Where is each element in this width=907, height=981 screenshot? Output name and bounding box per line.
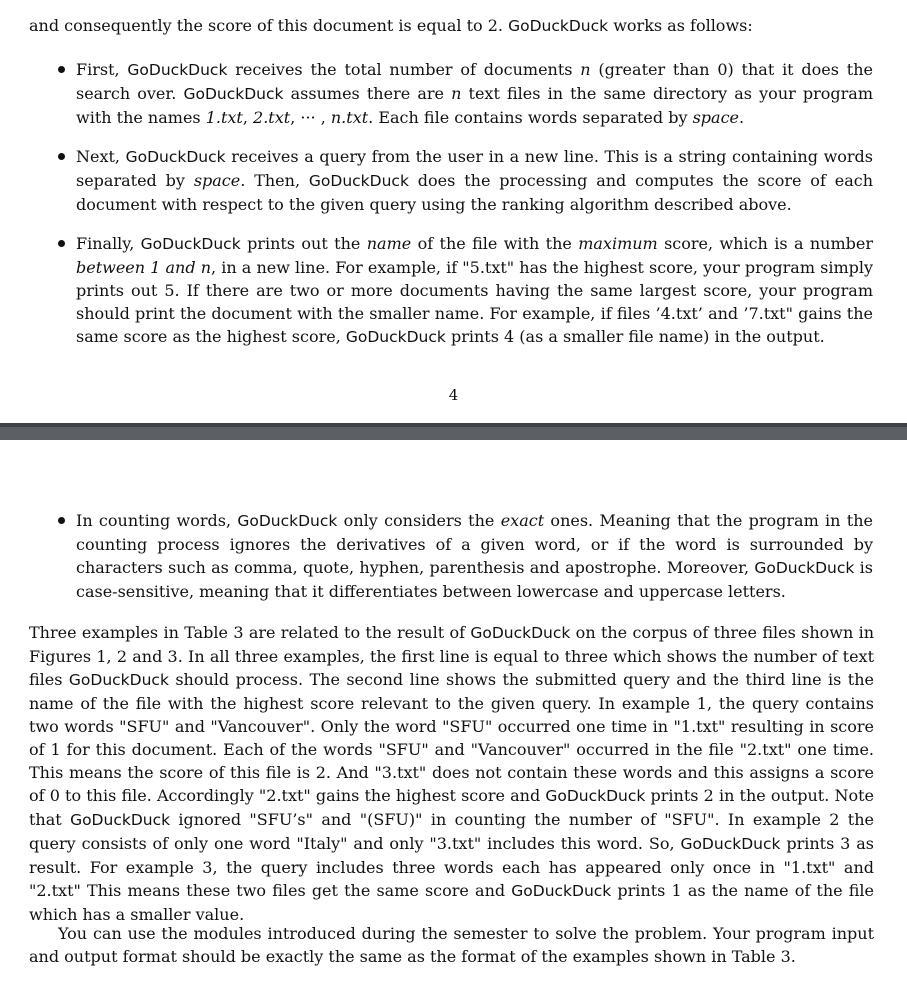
brand-name: GoDuckDuck	[308, 172, 409, 190]
brand-name: GoDuckDuck	[511, 882, 612, 900]
lead-paragraph: and consequently the score of this document is equal to 2. GoDuckDuck works as follows:	[29, 16, 753, 35]
bullet-icon	[58, 66, 65, 73]
brand-name: GoDuckDuck	[345, 328, 446, 346]
page-top	[0, 0, 907, 423]
brand-name: GoDuckDuck	[754, 559, 855, 577]
brand-name: GoDuckDuck	[125, 148, 226, 166]
brand-name: GoDuckDuck	[680, 835, 781, 853]
brand-name: GoDuckDuck	[70, 811, 171, 829]
brand-name: GoDuckDuck	[68, 671, 169, 689]
page-divider	[0, 423, 907, 440]
bullet-icon	[58, 153, 65, 160]
examples-paragraph: Three examples in Table 3 are related to the result of GoDuckDuck on the corpus of three files shown in Figures 1, 2 and 3. In all three examples, the first line is equal to three which shows the number of text files GoDuckDuck should process. The second line shows the submitted query and the third line is the name of the file with the highest score relevant to the given query. In example 1, the query contains two words "SFU" and "Vancouver". Only the word "SFU" occurred one time in "1.txt" resulting in score of 1 for this document. Each of the words "SFU" and "Vancouver" occurred in the file "2.txt" one time. This means the score of this file is 2. And "3.txt" does not contain these words and this assigns a score of 0 to this file. Accordingly "2.txt" gains the highest score and GoDuckDuck prints 2 in the output. Note that GoDuckDuck ignored "SFU’s" and "(SFU)" in counting the number of "SFU". In example 2 the query consists of only one word "Italy" and only "3.txt" includes this word. So, GoDuckDuck prints 3 as result. For example 3, the query includes three words each has appeared only once in "1.txt" and "2.txt" This means these two files get the same score and GoDuckDuck prints 1 as the name of the file which has a smaller value.	[29, 623, 875, 924]
brand-name: GoDuckDuck	[127, 61, 228, 79]
bullet-item-finally: Finally, GoDuckDuck prints out the name of the file with the maximum score, which is a number between 1 and n, in a new line. For example, if "5.txt" has the highest score, your program simply prints out 5. If there are two or more documents having the same largest score, your program should print the document with the smaller name. For example, if files ’4.txt’ and ’7.txt" gains the same score as the highest score, GoDuckDuck prints 4 (as a smaller file name) in the output.	[0, 232, 873, 349]
bullet-list	[0, 509, 907, 603]
bullet-item-next: Next, GoDuckDuck receives a query from the user in a new line. This is a string containing words separated by space. Then, GoDuckDuck does the processing and computes the score of each document with respect to the given query using the ranking algorithm described above.	[0, 145, 873, 216]
bullet-icon	[58, 240, 65, 247]
bullet-item-first: First, GoDuckDuck receives the total number of documents n (greater than 0) that it does the search over. GoDuckDuck assumes there are n text files in the same directory as your program with the names 1.txt, 2.txt, ··· , n.txt. Each file contains words separated by space.	[0, 58, 873, 129]
brand-name: GoDuckDuck	[183, 85, 284, 103]
page-number: 4	[448, 386, 459, 404]
brand-name: GoDuckDuck	[237, 512, 338, 530]
bullet-list	[0, 58, 907, 365]
brand-name: GoDuckDuck	[140, 235, 241, 253]
brand-name: GoDuckDuck	[545, 787, 646, 805]
modules-paragraph: You can use the modules introduced during the semester to solve the problem. Your program input and output format should be exactly the same as the format of the examples shown in Table 3.	[29, 924, 874, 966]
page-bottom	[0, 440, 907, 981]
bullet-icon	[58, 517, 65, 524]
bullet-item-counting: In counting words, GoDuckDuck only considers the exact ones. Meaning that the program in the counting process ignores the derivatives of a given word, or if the word is surrounded by characters such as comma, quote, hyphen, parenthesis and apostrophe. Moreover, GoDuckDuck is case-sensitive, meaning that it differentiates between lowercase and uppercase letters.	[0, 509, 873, 603]
brand-name: GoDuckDuck	[508, 17, 609, 35]
brand-name: GoDuckDuck	[470, 624, 571, 642]
